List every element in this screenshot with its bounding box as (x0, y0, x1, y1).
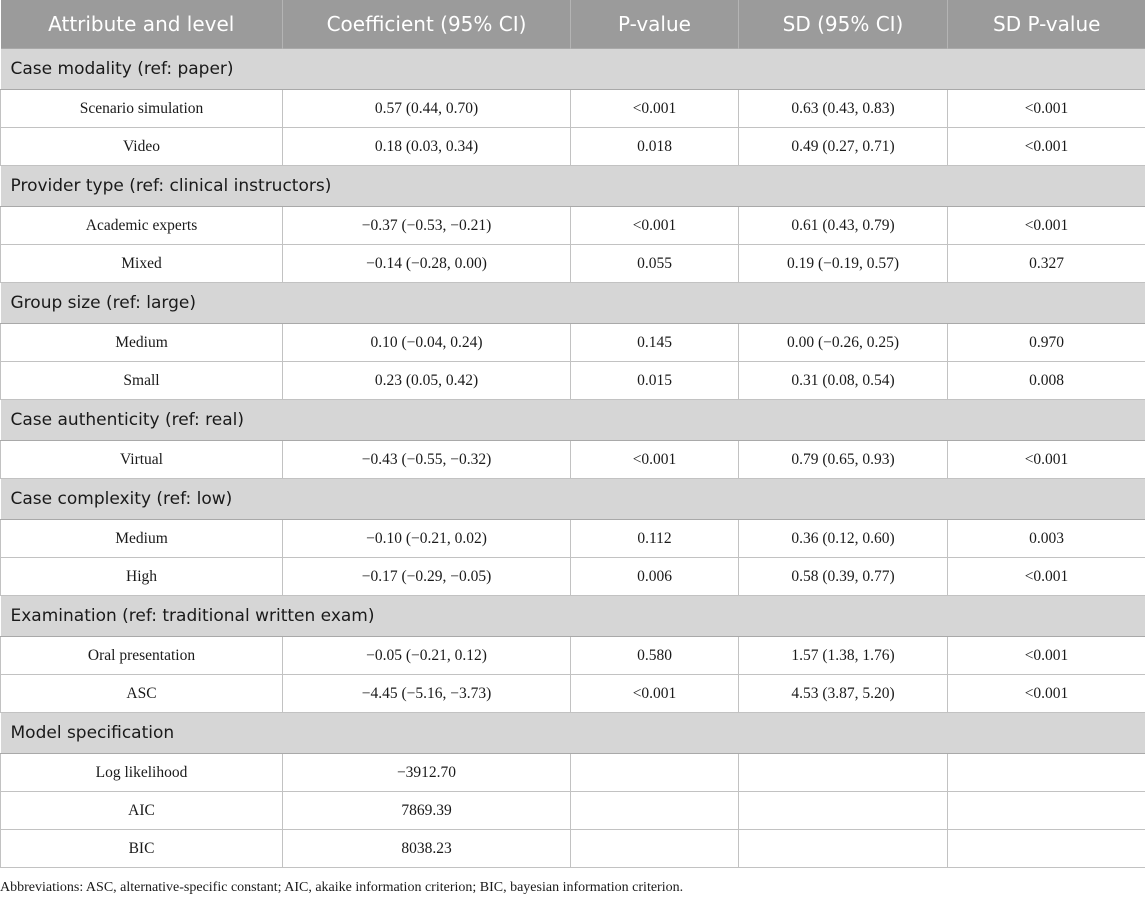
table-row (1, 637, 1145, 675)
row-p-value: 0.018 (571, 128, 739, 166)
header-row (1, 0, 1145, 49)
table-body (1, 49, 1145, 868)
table-row (1, 90, 1145, 128)
row-sd (739, 792, 948, 830)
table-row (1, 362, 1145, 400)
row-sd: 0.00 (−0.26, 0.25) (739, 324, 948, 362)
row-sd (739, 754, 948, 792)
row-sd-p-value: <0.001 (948, 558, 1145, 596)
row-level: Medium (1, 324, 283, 362)
row-sd-p-value: <0.001 (948, 675, 1145, 713)
row-level: Mixed (1, 245, 283, 283)
row-p-value (571, 830, 739, 868)
row-sd: 0.79 (0.65, 0.93) (739, 441, 948, 479)
row-level: ASC (1, 675, 283, 713)
group-title: Examination (ref: traditional written exam) (1, 596, 1145, 637)
group-header-row (1, 400, 1145, 441)
group-header-row (1, 479, 1145, 520)
row-sd: 0.61 (0.43, 0.79) (739, 207, 948, 245)
group-header-row (1, 283, 1145, 324)
row-sd-p-value: 0.327 (948, 245, 1145, 283)
row-p-value: <0.001 (571, 90, 739, 128)
footnote: Abbreviations: ASC, alternative-specific constant; AIC, akaike information criterion; BIC, bayesian information criterion. (0, 880, 684, 895)
row-coefficient: −3912.70 (283, 754, 571, 792)
row-sd (739, 830, 948, 868)
row-coefficient: 0.57 (0.44, 0.70) (283, 90, 571, 128)
row-p-value (571, 754, 739, 792)
row-coefficient: −0.14 (−0.28, 0.00) (283, 245, 571, 283)
row-sd-p-value: 0.003 (948, 520, 1145, 558)
row-sd: 0.19 (−0.19, 0.57) (739, 245, 948, 283)
row-p-value: 0.580 (571, 637, 739, 675)
group-header-row (1, 166, 1145, 207)
row-p-value: <0.001 (571, 207, 739, 245)
row-coefficient: 0.10 (−0.04, 0.24) (283, 324, 571, 362)
row-level: Small (1, 362, 283, 400)
header-coefficient: Coefficient (95% CI) (283, 0, 571, 49)
row-level: Medium (1, 520, 283, 558)
row-sd-p-value: 0.970 (948, 324, 1145, 362)
row-coefficient: −0.43 (−0.55, −0.32) (283, 441, 571, 479)
table-row (1, 441, 1145, 479)
row-coefficient: −4.45 (−5.16, −3.73) (283, 675, 571, 713)
table-row (1, 207, 1145, 245)
header-attribute: Attribute and level (1, 0, 283, 49)
row-level: Academic experts (1, 207, 283, 245)
group-title: Model specification (1, 713, 1145, 754)
group-title: Case complexity (ref: low) (1, 479, 1145, 520)
row-p-value: <0.001 (571, 675, 739, 713)
row-sd-p-value: <0.001 (948, 128, 1145, 166)
row-sd: 1.57 (1.38, 1.76) (739, 637, 948, 675)
row-sd: 0.31 (0.08, 0.54) (739, 362, 948, 400)
row-p-value: <0.001 (571, 441, 739, 479)
row-sd: 0.58 (0.39, 0.77) (739, 558, 948, 596)
row-p-value (571, 792, 739, 830)
row-sd: 4.53 (3.87, 5.20) (739, 675, 948, 713)
row-sd-p-value: <0.001 (948, 207, 1145, 245)
table-row (1, 558, 1145, 596)
table-row (1, 324, 1145, 362)
row-sd: 0.49 (0.27, 0.71) (739, 128, 948, 166)
group-header-row (1, 596, 1145, 637)
table-row (1, 128, 1145, 166)
row-level: High (1, 558, 283, 596)
header-sd-p-value: SD P-value (948, 0, 1145, 49)
row-p-value: 0.145 (571, 324, 739, 362)
row-level: Virtual (1, 441, 283, 479)
group-title: Case modality (ref: paper) (1, 49, 1145, 90)
group-header-row (1, 49, 1145, 90)
row-sd-p-value: <0.001 (948, 90, 1145, 128)
row-coefficient: 0.18 (0.03, 0.34) (283, 128, 571, 166)
row-level: AIC (1, 792, 283, 830)
row-p-value: 0.015 (571, 362, 739, 400)
group-title: Provider type (ref: clinical instructors) (1, 166, 1145, 207)
row-level: Log likelihood (1, 754, 283, 792)
row-coefficient: −0.37 (−0.53, −0.21) (283, 207, 571, 245)
row-coefficient: −0.17 (−0.29, −0.05) (283, 558, 571, 596)
row-coefficient: 0.23 (0.05, 0.42) (283, 362, 571, 400)
row-sd-p-value: <0.001 (948, 637, 1145, 675)
row-coefficient: 7869.39 (283, 792, 571, 830)
row-sd-p-value: 0.008 (948, 362, 1145, 400)
table-row (1, 520, 1145, 558)
row-level: Video (1, 128, 283, 166)
row-coefficient: −0.10 (−0.21, 0.02) (283, 520, 571, 558)
row-sd-p-value (948, 830, 1145, 868)
table-row (1, 675, 1145, 713)
row-level: Scenario simulation (1, 90, 283, 128)
row-coefficient: −0.05 (−0.21, 0.12) (283, 637, 571, 675)
row-sd: 0.63 (0.43, 0.83) (739, 90, 948, 128)
row-sd-p-value (948, 792, 1145, 830)
group-header-row (1, 713, 1145, 754)
row-p-value: 0.055 (571, 245, 739, 283)
group-title: Case authenticity (ref: real) (1, 400, 1145, 441)
header-sd: SD (95% CI) (739, 0, 948, 49)
row-level: Oral presentation (1, 637, 283, 675)
table-row (1, 792, 1145, 830)
table-row (1, 245, 1145, 283)
row-sd-p-value: <0.001 (948, 441, 1145, 479)
row-sd: 0.36 (0.12, 0.60) (739, 520, 948, 558)
row-sd-p-value (948, 754, 1145, 792)
row-coefficient: 8038.23 (283, 830, 571, 868)
row-level: BIC (1, 830, 283, 868)
header-p-value: P-value (571, 0, 739, 49)
table-row (1, 830, 1145, 868)
row-p-value: 0.112 (571, 520, 739, 558)
group-title: Group size (ref: large) (1, 283, 1145, 324)
table-row (1, 754, 1145, 792)
row-p-value: 0.006 (571, 558, 739, 596)
